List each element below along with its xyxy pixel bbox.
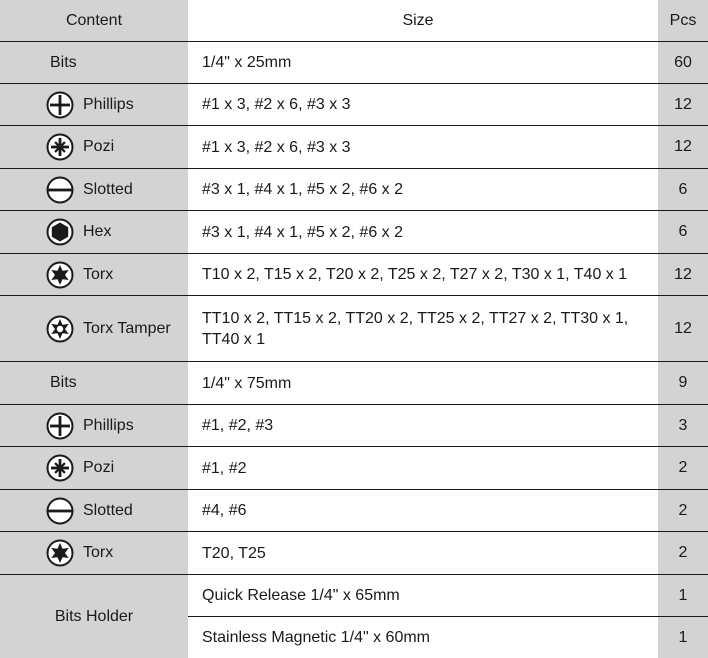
- row-size: #3 x 1, #4 x 1, #5 x 2, #6 x 2: [188, 169, 658, 210]
- row-size: 1/4" x 25mm: [188, 42, 658, 83]
- row-content: [0, 126, 188, 168]
- table-row: [0, 42, 708, 84]
- row-pcs: 6: [658, 169, 708, 210]
- row-label: Phillips: [83, 416, 134, 434]
- slotted-icon: [46, 497, 74, 525]
- row-pcs: 2: [658, 532, 708, 574]
- row-size: #1 x 3, #2 x 6, #3 x 3: [188, 126, 658, 168]
- row-content: [0, 254, 188, 295]
- row-pcs: 60: [658, 42, 708, 83]
- row-content: [0, 532, 188, 574]
- pozi-icon: [46, 454, 74, 482]
- row-label: Torx: [83, 265, 114, 283]
- row-size: 1/4" x 75mm: [188, 362, 658, 404]
- row-label: Slotted: [83, 180, 133, 198]
- table-row: [0, 254, 708, 296]
- row-size: T10 x 2, T15 x 2, T20 x 2, T25 x 2, T27 x 2, T30 x 1, T40 x 1: [188, 254, 658, 295]
- header-pcs: Pcs: [658, 0, 708, 41]
- table-row: [0, 296, 708, 362]
- table-row: [0, 490, 708, 532]
- header-content: Content: [0, 0, 188, 41]
- row-pcs: 6: [658, 211, 708, 253]
- row-pcs: 1: [658, 617, 708, 658]
- table-header: [0, 0, 708, 42]
- table-row: [0, 211, 708, 254]
- slotted-icon: [46, 176, 74, 204]
- row-label: Pozi: [83, 138, 115, 155]
- row-label: Torx Tamper: [83, 319, 171, 337]
- row-size: T20, T25: [188, 532, 658, 574]
- row-size: TT10 x 2, TT15 x 2, TT20 x 2, TT25 x 2, TT27 x 2, TT30 x 1, TT40 x 1: [188, 296, 658, 361]
- row-size: Stainless Magnetic 1/4" x 60mm: [188, 617, 658, 658]
- row-size: #1, #2: [188, 447, 658, 489]
- row-label: Bits: [0, 42, 188, 83]
- row-pcs: 12: [658, 296, 708, 361]
- torx-icon: [46, 539, 74, 567]
- row-content: [0, 405, 188, 446]
- row-pcs: 9: [658, 362, 708, 404]
- row-label: Slotted: [83, 501, 133, 519]
- row-pcs: 1: [658, 575, 708, 616]
- table-row: [0, 532, 708, 575]
- row-label: Hex: [83, 223, 112, 240]
- row-label: Phillips: [83, 95, 134, 113]
- row-size: Quick Release 1/4" x 65mm: [188, 575, 658, 616]
- phillips-icon: [46, 91, 74, 119]
- row-label: Torx: [83, 544, 114, 561]
- row-content: [0, 447, 188, 489]
- row-content: [0, 296, 188, 361]
- row-pcs: 12: [658, 254, 708, 295]
- row-size: #1, #2, #3: [188, 405, 658, 446]
- table-row: [0, 362, 708, 405]
- torx-tamper-icon: [46, 315, 74, 343]
- table-row: [0, 84, 708, 126]
- row-pcs: 12: [658, 84, 708, 125]
- holder-label: Bits Holder: [0, 575, 188, 658]
- table-row: [0, 169, 708, 211]
- row-label: Bits: [0, 362, 188, 404]
- row-label: Pozi: [83, 459, 115, 476]
- row-pcs: 2: [658, 447, 708, 489]
- row-pcs: 2: [658, 490, 708, 531]
- row-pcs: 3: [658, 405, 708, 446]
- table-row: [0, 126, 708, 169]
- row-content: [0, 211, 188, 253]
- row-content: [0, 169, 188, 210]
- row-content: [0, 84, 188, 125]
- table-row: [0, 447, 708, 490]
- table-row: [0, 405, 708, 447]
- row-pcs: 12: [658, 126, 708, 168]
- hex-icon: [46, 218, 74, 246]
- row-content: [0, 490, 188, 531]
- header-size: Size: [188, 0, 658, 41]
- torx-icon: [46, 261, 74, 289]
- row-size: #1 x 3, #2 x 6, #3 x 3: [188, 84, 658, 125]
- pozi-icon: [46, 133, 74, 161]
- phillips-icon: [46, 412, 74, 440]
- row-size: #4, #6: [188, 490, 658, 531]
- row-size: #3 x 1, #4 x 1, #5 x 2, #6 x 2: [188, 211, 658, 253]
